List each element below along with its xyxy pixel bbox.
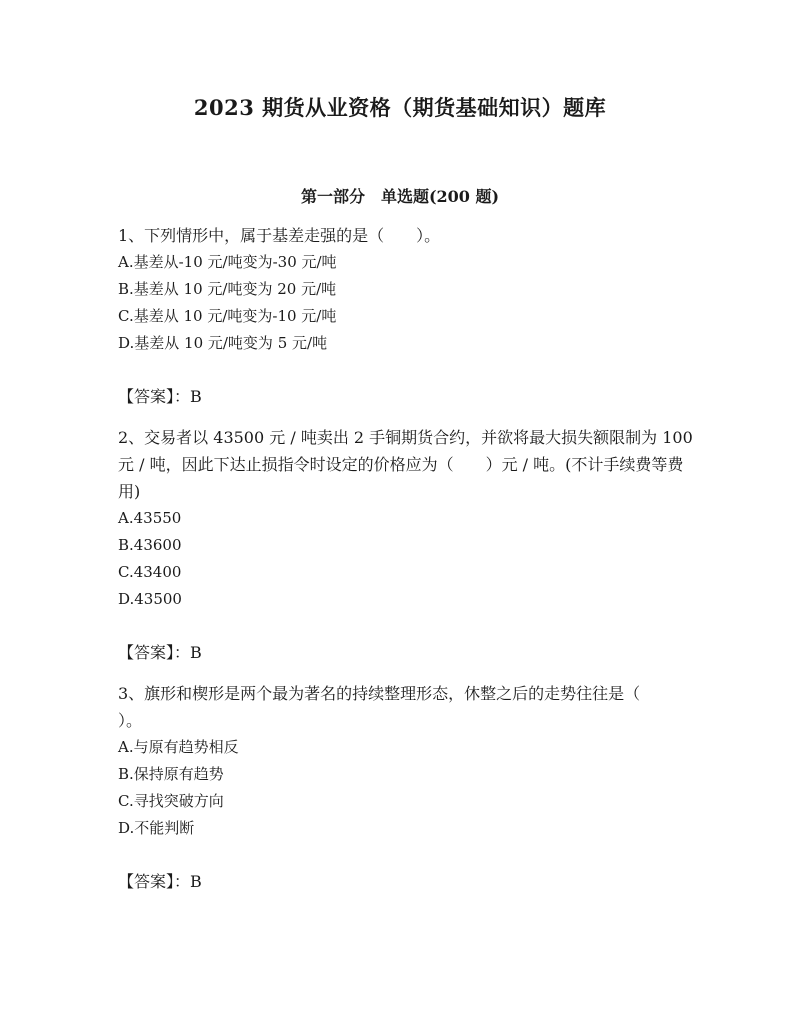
option-b: B.保持原有趋势 [118, 765, 224, 783]
question-stem: 1、下列情形中，属于基差走强的是（ ）。 [118, 226, 441, 245]
option-c: C.寻找突破方向 [118, 792, 224, 810]
option-list [118, 249, 693, 357]
option-b: B.基差从 10 元/吨变为 20 元/吨 [118, 280, 337, 298]
question-list [118, 222, 693, 909]
answer-line: 【答案】：B [118, 872, 202, 891]
option-d: D.基差从 10 元/吨变为 5 元/吨 [118, 334, 328, 352]
option-list [118, 734, 693, 842]
option-b: B.43600 [118, 536, 182, 554]
question-3 [118, 680, 693, 895]
option-d: D.不能判断 [118, 819, 195, 837]
option-a: A.与原有趋势相反 [118, 738, 239, 756]
question-2 [118, 424, 693, 666]
option-list [118, 505, 693, 613]
question-stem: 3、旗形和楔形是两个最为著名的持续整理形态，休整之后的走势往往是（ ）。 [118, 684, 673, 730]
option-c: C.43400 [118, 563, 182, 581]
option-d: D.43500 [118, 590, 182, 608]
answer-line: 【答案】：B [118, 387, 202, 406]
question-stem: 2、交易者以 43500 元 / 吨卖出 2 手铜期货合约，并欲将最大损失额限制为 100 元 / 吨，因此下达止损指令时设定的价格应为（ ）元 / 吨。(不计手续费等费用) [118, 428, 693, 501]
option-a: A.基差从-10 元/吨变为-30 元/吨 [118, 253, 337, 271]
answer-line: 【答案】：B [118, 643, 202, 662]
question-1 [118, 222, 693, 410]
document-title: 2023 期货从业资格（期货基础知识）题库 [193, 95, 607, 120]
section-title: 第一部分 单选题(200 题) [300, 187, 500, 206]
option-c: C.基差从 10 元/吨变为-10 元/吨 [118, 307, 337, 325]
option-a: A.43550 [118, 509, 182, 527]
